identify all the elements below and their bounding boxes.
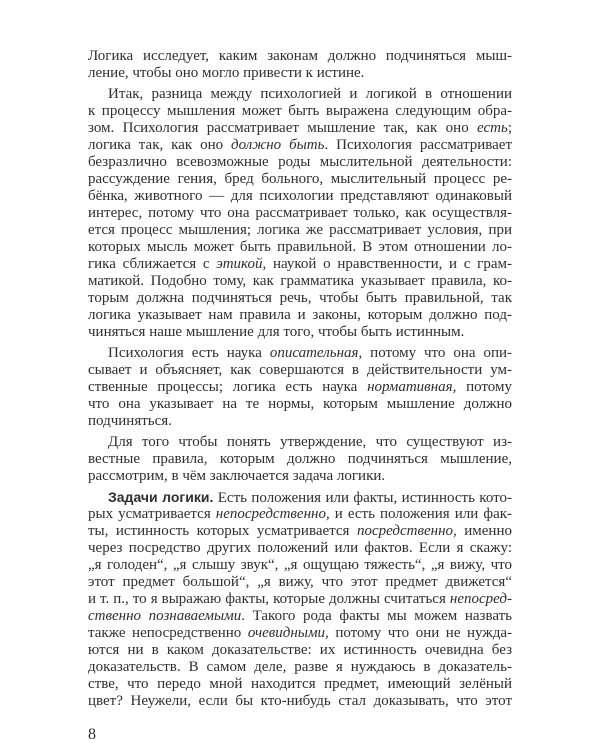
text-line	[88, 379, 512, 396]
text-run: зом. Психология рассматривает мышление так, как оно	[88, 120, 478, 136]
text-run: Есть положения или факты, истинность кото-	[213, 490, 512, 506]
text-line	[88, 48, 512, 65]
text-line	[88, 86, 512, 103]
text-run: ление, чтобы оно могло привести к истине.	[88, 65, 365, 81]
text-line	[88, 273, 512, 290]
emphasis-text: нормативная	[367, 379, 453, 395]
text-line	[88, 540, 512, 557]
text-run: ются ни в каком доказательстве: их истинность очевидна без	[88, 642, 512, 658]
text-run: что она указывает на те нормы, которым мышление должно	[88, 396, 512, 412]
text-run: рассуждение гения, бред больного, мыслительный процесс ре-	[88, 171, 512, 187]
text-line	[88, 434, 512, 451]
text-line	[88, 451, 512, 468]
text-run: также непосредственно	[88, 625, 248, 641]
text-run: Логика исследует, каким законам должно подчиняться мыш-	[88, 48, 512, 64]
paragraph	[88, 345, 512, 430]
text-line	[88, 489, 512, 506]
paragraph	[88, 48, 512, 82]
text-run: вестные правила, которым должно подчиняться мышление,	[88, 451, 512, 467]
text-line	[88, 591, 512, 608]
text-line	[88, 676, 512, 693]
text-run: логика так, как оно	[88, 137, 232, 153]
text-line	[88, 324, 512, 341]
paragraph	[88, 489, 512, 710]
emphasis-text: описательная	[269, 345, 359, 361]
text-line	[88, 120, 512, 137]
text-run: матикой. Подобно тому, как грамматика указывает правила, ко-	[88, 273, 512, 289]
text-run: , потому что они не нужда-	[325, 625, 512, 641]
emphasis-text: должно быть	[231, 137, 325, 153]
text-run: рых усматривается	[88, 506, 216, 522]
text-run: . Психология рассматривает	[324, 137, 512, 153]
text-run: именно	[456, 523, 512, 539]
text-run: Итак, разница между психологией и логикой в отношении	[108, 86, 512, 102]
text-line	[88, 171, 512, 188]
text-run: безразлично всевозможные роды мыслительной деятельности:	[88, 154, 512, 170]
text-line	[88, 239, 512, 256]
text-line	[88, 659, 512, 676]
text-run: ;	[507, 120, 512, 136]
text-run: , и есть положения или фак-	[325, 506, 513, 522]
emphasis-text: есть	[477, 120, 508, 136]
text-line	[88, 290, 512, 307]
paragraph	[88, 434, 512, 485]
emphasis-text: посредственно,	[356, 523, 457, 539]
emphasis-text: ственно познаваемыми	[88, 608, 242, 624]
text-line	[88, 506, 512, 523]
text-line	[88, 642, 512, 659]
text-run: , наукой о нравственности, и с грам-	[262, 256, 512, 272]
text-run: ется процесс мышления; логика же рассматривает условия, при	[88, 222, 512, 238]
text-line	[88, 65, 512, 82]
text-run: рассмотрим, в чём заключается задача логики.	[88, 468, 386, 484]
text-line	[88, 256, 512, 273]
text-line	[88, 468, 512, 485]
text-run: стве, что передо мной находится предмет, имеющий зелёный	[88, 676, 512, 692]
text-run: чиняться наше мышление для того, чтобы быть истинным.	[88, 324, 465, 340]
emphasis-text: непосредственно	[215, 506, 326, 522]
text-run: и т. п., то я выражаю факты, которые должны считаться	[88, 591, 450, 607]
text-run: , потому	[452, 379, 512, 395]
emphasis-text: непосред-	[449, 591, 512, 607]
text-run: ственные процессы; логика есть наука	[88, 379, 368, 395]
text-run: , потому что она опи-	[358, 345, 512, 361]
text-run: доказательств. В самом деле, разве я нуждаюсь в доказатель-	[88, 659, 512, 675]
text-run: цвет? Неужели, если бы кто-нибудь стал доказывать, что этот	[88, 693, 512, 709]
text-line	[88, 523, 512, 540]
page-number: 8	[88, 726, 96, 743]
text-run: бёнка, животного — для психологии представляют одинаковый	[88, 188, 512, 204]
text-run: . Такого рода факты мы можем назвать	[241, 608, 513, 624]
text-line	[88, 362, 512, 379]
text-run: Психология есть наука	[108, 345, 270, 361]
text-line	[88, 608, 512, 625]
text-run: к процессу мышления может быть выражена следующим обра-	[88, 103, 512, 119]
text-line	[88, 625, 512, 642]
text-line	[88, 188, 512, 205]
text-line	[88, 574, 512, 591]
text-line	[88, 307, 512, 324]
text-line	[88, 205, 512, 222]
text-line	[88, 396, 512, 413]
text-run: гика сближается с	[88, 256, 217, 272]
text-line	[88, 222, 512, 239]
text-run: интерес, потому что она рассматривает только, как осуществля-	[88, 205, 512, 221]
text-run: Для того чтобы понять утверждение, что существуют из-	[108, 434, 512, 450]
text-run: логика указывает нам правила и законы, которым должно под-	[88, 307, 512, 323]
text-line	[88, 693, 512, 710]
text-line	[88, 413, 512, 430]
section-heading: Задачи логики.	[108, 489, 214, 505]
text-run: через посредство других положений или фактов. Если я скажу:	[88, 540, 512, 556]
text-run: „я голоден“, „я слышу звук“, „я ощущаю тяжесть“, „я вижу, что	[88, 557, 512, 573]
text-run: подчиняться.	[88, 413, 172, 429]
text-body	[88, 48, 512, 710]
text-line	[88, 103, 512, 120]
text-run: которых мысль может быть правильной. В этом отношении ло-	[88, 239, 512, 255]
emphasis-text: этикой	[216, 256, 263, 272]
text-run: сывает и объясняет, как совершаются в действительности ум-	[88, 362, 512, 378]
text-line	[88, 137, 512, 154]
paragraph	[88, 86, 512, 341]
text-run: ты, истинность которых усматривается	[88, 523, 357, 539]
text-run: торым должна подчиняться речь, чтобы быть правильной, так	[88, 290, 512, 306]
text-line	[88, 345, 512, 362]
text-line	[88, 154, 512, 171]
text-run: этот предмет большой“, „я вижу, что этот предмет движется“	[88, 574, 512, 590]
text-line	[88, 557, 512, 574]
emphasis-text: очевидными	[247, 625, 326, 641]
